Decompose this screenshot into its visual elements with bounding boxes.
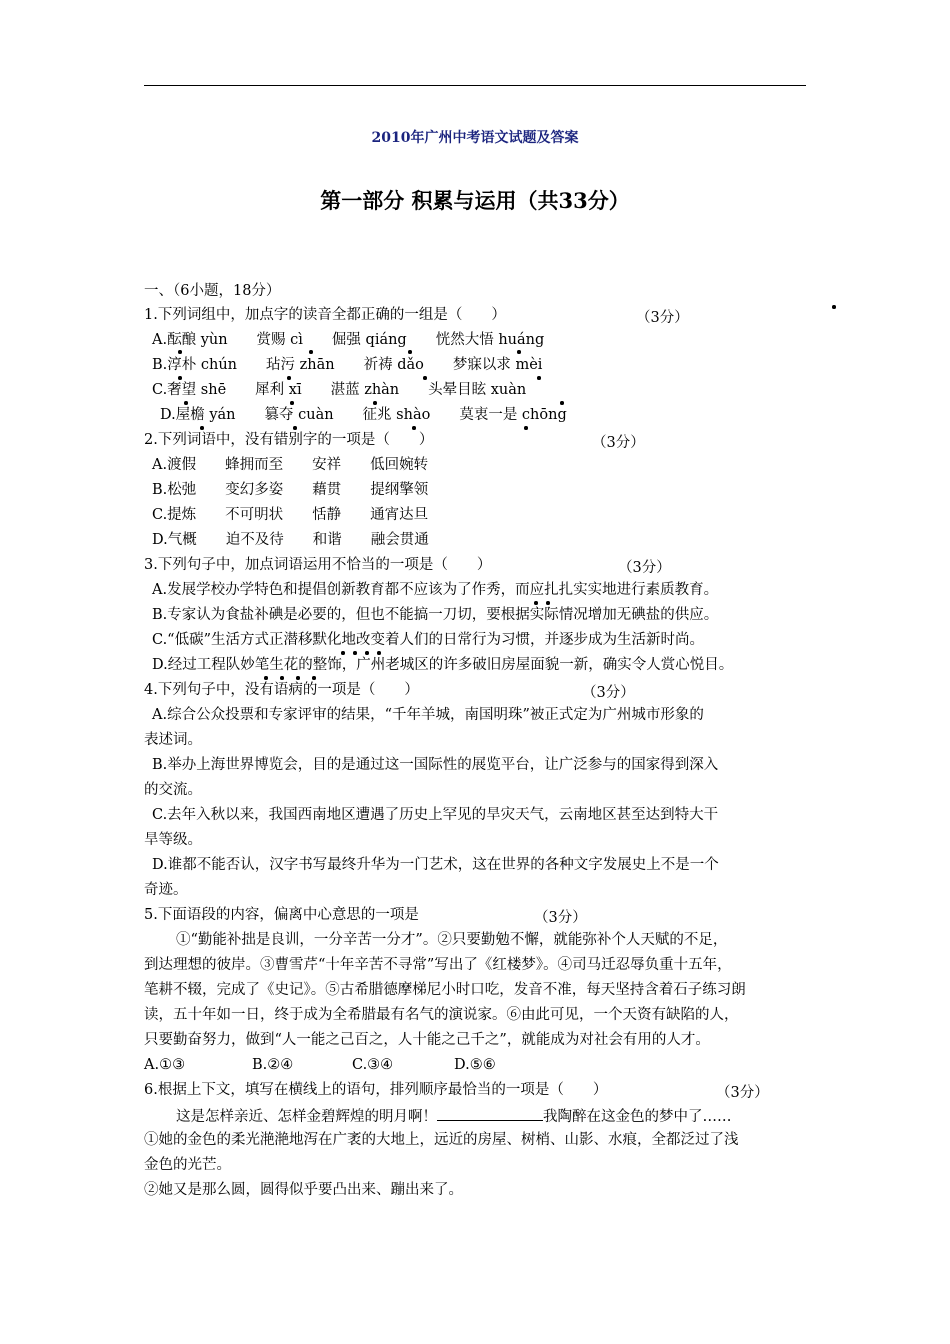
q6-stem: 6.根据上下文，填写在横线上的语句，排列顺序最恰当的一项是（ ） — [144, 1082, 608, 1098]
section-heading: 一、（6小题，18分） — [144, 283, 281, 299]
q6-lead-line — [176, 1106, 732, 1126]
q6-answer-blank — [437, 1106, 543, 1121]
q1-stem: 1.下列词组中，加点字的读音全都正确的一组是（ ） — [144, 307, 506, 323]
q2-option-a: A.渡假 蜂拥而至 安祥 低回婉转 — [152, 457, 429, 473]
emphasis-dot — [293, 426, 297, 430]
emphasis-dot — [178, 350, 182, 354]
q5-option-b: B.②④ — [252, 1057, 294, 1073]
emphasis-dot — [546, 601, 550, 605]
q5-stem: 5.下面语段的内容，偏离中心意思的一项是 — [144, 907, 419, 923]
q4-option-b-line1: B.举办上海世界博览会，目的是通过这一国际性的展览平台，让广泛参与的国家得到深入 — [152, 757, 719, 773]
q4-option-a-line2: 表述词。 — [144, 732, 202, 748]
q5-option-c: C.③④ — [352, 1057, 394, 1073]
emphasis-dot — [200, 426, 204, 430]
emphasis-dot — [560, 401, 564, 405]
emphasis-dot — [412, 426, 416, 430]
q5-passage-line5: 只要勤奋努力，做到“人一能之己百之，人十能之己千之”，就能成为对社会有用的人才。 — [144, 1032, 710, 1048]
document-header-title: 2010年广州中考语文试题及答案 — [371, 130, 579, 146]
q6-sentence-2: ②她又是那么圆，圆得似乎要凸出来、蹦出来了。 — [144, 1182, 463, 1198]
q2-score: （3分） — [592, 435, 645, 451]
q1-score: （3分） — [636, 310, 689, 326]
q3-stem: 3.下列句子中，加点词语运用不恰当的一项是（ ） — [144, 557, 492, 573]
emphasis-dot — [373, 401, 377, 405]
q3-option-b: B.专家认为食盐补碘是必要的，但也不能搞一刀切，要根据实际情况增加无碘盐的供应。 — [152, 607, 719, 623]
q6-lead-after: 我陶醉在这金色的梦中了…… — [543, 1109, 732, 1125]
q5-passage-line2: 到达理想的彼岸。③曹雪芹“十年辛苦不寻常”写出了《红楼梦》。④司马迁忍辱负重十五年， — [144, 957, 732, 973]
emphasis-dot — [290, 401, 294, 405]
emphasis-dot — [312, 676, 316, 680]
q4-option-c-line2: 旱等级。 — [144, 832, 202, 848]
emphasis-dot — [377, 651, 381, 655]
q5-option-a: A.①③ — [144, 1057, 186, 1073]
emphasis-dot — [534, 601, 538, 605]
emphasis-dot — [524, 426, 528, 430]
q5-passage-line1: ①“勤能补拙是良训，一分辛苦一分才”。②只要勤勉不懈，就能弥补个人天赋的不足， — [176, 932, 728, 948]
q4-option-d-line2: 奇迹。 — [144, 882, 188, 898]
emphasis-dot — [365, 651, 369, 655]
q5-passage-line3: 笔耕不辍，完成了《史记》。⑤古希腊德摩梯尼小时口吃，发音不准，每天坚持含着石子练习朗 — [144, 982, 746, 998]
emphasis-dot — [353, 651, 357, 655]
q4-option-b-line2: 的交流。 — [144, 782, 202, 798]
q4-score: （3分） — [582, 685, 635, 701]
q2-option-d: D.气概 迫不及待 和谐 融会贯通 — [152, 532, 429, 548]
emphasis-dot — [341, 651, 345, 655]
header-rule — [144, 85, 806, 86]
q5-option-d: D.⑤⑥ — [454, 1057, 496, 1073]
emphasis-dot — [296, 676, 300, 680]
q3-option-c: C.“低碳”生活方式正潜移默化地改变着人们的日常行为习惯，并逐步成为生活新时尚。 — [152, 632, 705, 648]
q4-option-a-line1: A.综合公众投票和专家评审的结果，“千年羊城，南国明珠”被正式定为广州城市形象的 — [152, 707, 704, 723]
q3-option-a: A.发展学校办学特色和提倡创新教育都不应该为了作秀，而应扎扎实实地进行素质教育。 — [152, 582, 719, 598]
q6-score: （3分） — [716, 1085, 769, 1101]
q5-score: （3分） — [534, 910, 587, 926]
emphasis-dot — [408, 350, 412, 354]
emphasis-dot — [178, 376, 182, 380]
emphasis-dot — [264, 676, 268, 680]
part-title: 第一部分 积累与运用（共33分） — [320, 188, 630, 213]
q2-stem: 2.下列词语中，没有错别字的一项是（ ） — [144, 432, 434, 448]
q4-stem: 4.下列句子中，没有语病的一项是（ ） — [144, 682, 419, 698]
q1-option-d: D.屋檐 yán 篡夺 cuàn 征兆 shào 莫衷一是 chōng — [160, 407, 567, 423]
emphasis-dot — [280, 676, 284, 680]
emphasis-dot — [287, 376, 291, 380]
emphasis-dot — [832, 305, 836, 309]
emphasis-dot — [537, 376, 541, 380]
q1-option-a: A.酝酿 yùn 赏赐 cì 倔强 qiáng 恍然大悟 huáng — [152, 332, 545, 348]
q3-option-d: D.经过工程队妙笔生花的整饰，广州老城区的许多破旧房屋面貌一新，确实令人赏心悦目。 — [152, 657, 734, 673]
q6-sentence-1-line2: 金色的光芒。 — [144, 1157, 231, 1173]
emphasis-dot — [184, 401, 188, 405]
q6-sentence-1-line1: ①她的金色的柔光滟滟地泻在广袤的大地上，远近的房屋、树梢、山影、水痕，全都泛过了浅 — [144, 1132, 739, 1148]
q2-option-c: C.提炼 不可明状 恬静 通宵达旦 — [152, 507, 429, 523]
emphasis-dot — [423, 376, 427, 380]
emphasis-dot — [517, 350, 521, 354]
q2-option-b: B.松弛 变幻多姿 藉贯 提纲擎领 — [152, 482, 429, 498]
q4-option-c-line1: C.去年入秋以来，我国西南地区遭遇了历史上罕见的旱灾天气，云南地区甚至达到特大干 — [152, 807, 719, 823]
q1-option-b: B.淳朴 chún 玷污 zhān 祈祷 dǎo 梦寐以求 mèi — [152, 357, 543, 373]
q1-option-c: C.奢望 shē 犀利 xī 湛蓝 zhàn 头晕目眩 xuàn — [152, 382, 527, 398]
q4-option-d-line1: D.谁都不能否认，汉字书写最终升华为一门艺术，这在世界的各种文字发展史上不是一个 — [152, 857, 719, 873]
q6-lead-before: 这是怎样亲近、怎样金碧辉煌的明月啊！ — [176, 1109, 437, 1125]
emphasis-dot — [309, 350, 313, 354]
q3-score: （3分） — [618, 560, 671, 576]
q5-passage-line4: 读，五十年如一日，终于成为全希腊最有名气的演说家。⑥由此可见，一个天资有缺陷的人， — [144, 1007, 739, 1023]
